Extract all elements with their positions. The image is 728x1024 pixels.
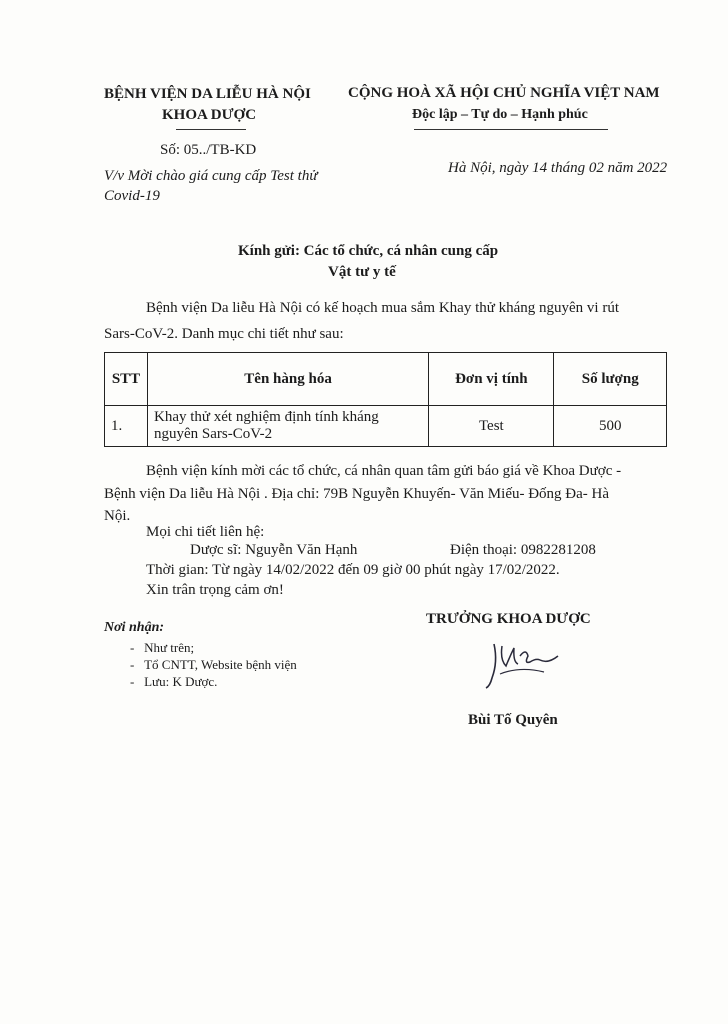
contact-label: Mọi chi tiết liên hệ: (146, 524, 265, 540)
doc-number: Số: 05../TB-KD (160, 142, 257, 158)
signature-title: TRƯỞNG KHOA DƯỢC (426, 611, 591, 627)
col-header-name: Tên hàng hóa (147, 353, 428, 406)
time-range: Thời gian: Từ ngày 14/02/2022 đến 09 giờ 00 phút ngày 17/02/2022. (146, 562, 560, 578)
invite-line-1: Bệnh viện kính mời các tổ chức, cá nhân quan tâm gửi báo giá về Khoa Dược - (146, 463, 622, 479)
table-row (105, 406, 667, 447)
org-department: KHOA DƯỢC (162, 107, 257, 123)
cell-qty: 500 (554, 406, 667, 447)
subject-line-2: Covid-19 (104, 188, 160, 204)
nation-name: CỘNG HOÀ XÃ HỘI CHỦ NGHĨA VIỆT NAM (348, 85, 660, 101)
recipients-label: Nơi nhận: (104, 620, 165, 635)
cell-stt: 1. (105, 406, 148, 447)
intro-line-1: Bệnh viện Da liễu Hà Nội có kế hoạch mua sắm Khay thử kháng nguyên vi rút (146, 300, 620, 316)
org-name: BỆNH VIỆN DA LIỄU HÀ NỘI (104, 86, 311, 102)
cell-name-line-1: Khay thử xét nghiệm định tính kháng (153, 409, 379, 425)
nation-motto: Độc lập – Tự do – Hạnh phúc (412, 107, 588, 122)
cell-unit: Test (429, 406, 554, 447)
intro-line-2: Sars-CoV-2. Danh mục chi tiết như sau: (104, 326, 344, 342)
invite-line-2: Bệnh viện Da liễu Hà Nội . Địa chỉ: 79B Nguyễn Khuyến- Văn Miếu- Đống Đa- Hà (104, 486, 610, 502)
col-header-unit: Đơn vị tính (429, 353, 554, 406)
signer-name: Bùi Tố Quyên (468, 712, 558, 728)
recipient-text: Như trên; (144, 640, 195, 655)
col-header-stt: STT (105, 353, 148, 406)
recipient-item: - Như trên; (130, 640, 195, 655)
recipient-text: Lưu: K Dược. (144, 674, 218, 689)
recipient-item: - Lưu: K Dược. (130, 674, 218, 689)
col-header-qty: Số lượng (554, 353, 667, 406)
contact-phone: Điện thoại: 0982281208 (450, 542, 596, 558)
thanks-line: Xin trân trọng cảm ơn! (146, 582, 284, 598)
cell-name (147, 406, 428, 447)
cell-name-line-2: nguyên Sars-CoV-2 (153, 426, 273, 442)
addressee-line-2: Vật tư y tế (328, 264, 396, 280)
org-underline (176, 129, 246, 130)
contact-person: Dược sĩ: Nguyễn Văn Hạnh (190, 542, 358, 558)
invite-line-3: Nội. (104, 508, 131, 524)
recipient-item: - Tổ CNTT, Website bệnh viện (130, 657, 297, 672)
addressee-line-1: Kính gửi: Các tổ chức, cá nhân cung cấp (238, 243, 499, 259)
handwritten-signature (480, 636, 570, 690)
items-table (104, 352, 667, 447)
table-header-row (105, 353, 667, 406)
recipient-text: Tổ CNTT, Website bệnh viện (144, 657, 297, 672)
place-date: Hà Nội, ngày 14 tháng 02 năm 2022 (448, 160, 668, 176)
subject-line-1: V/v Mời chào giá cung cấp Test thử (104, 168, 318, 184)
motto-underline (414, 129, 608, 130)
